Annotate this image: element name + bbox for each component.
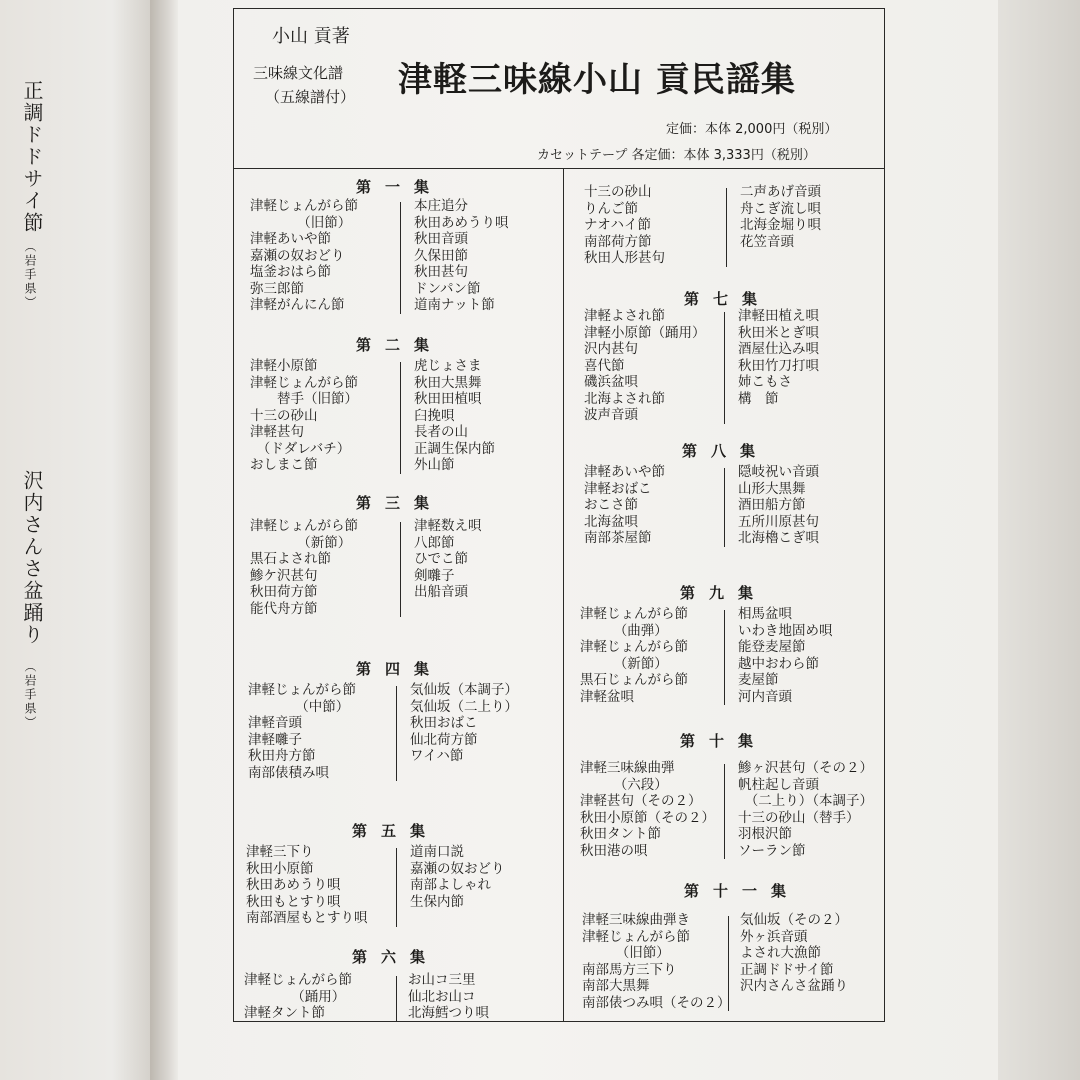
book-gutter: [150, 0, 180, 1080]
header-divider: [233, 168, 885, 169]
song-title: 十三の砂山: [250, 407, 318, 424]
song-title: 仙北荷方節: [410, 731, 478, 748]
song-title: おしまこ節: [250, 457, 318, 473]
volume-column-separator: [726, 188, 727, 267]
song-title: お山コ三里: [408, 972, 476, 988]
song-title: 津軽甚句（その２）: [580, 793, 702, 809]
song-column-right: [738, 760, 873, 859]
left-song-title-2: 沢内さんさ盆踊り: [20, 470, 44, 646]
song-title: 酒田船方節: [738, 497, 806, 513]
song-title: 十三の砂山: [584, 184, 652, 200]
song-column-left: [580, 606, 688, 705]
song-column-left: [246, 844, 368, 927]
song-title: 秋田荷方節: [250, 584, 318, 600]
song-column-right: [738, 606, 833, 705]
song-title: 臼挽唄: [414, 407, 455, 424]
volume-title: 第九集: [680, 584, 768, 602]
song-title: 津軽じょんがら節: [580, 639, 688, 655]
song-title: 津軽囃子: [248, 731, 302, 748]
song-column-left: [244, 972, 352, 1022]
song-column-right: [414, 358, 495, 474]
song-title: 気仙坂（二上り）: [410, 698, 518, 715]
book-price: 定価：本体 2,000円（税別）: [666, 122, 838, 137]
song-title: 秋田あめうり唄: [246, 877, 341, 893]
song-title: 五所川原甚句: [738, 513, 819, 530]
song-title: 秋田米とぎ唄: [738, 324, 819, 341]
song-title: 山形大黒舞: [738, 480, 806, 497]
song-title: ドンパン節: [414, 280, 481, 297]
song-column-right: [410, 844, 505, 910]
song-title: 秋田小原節: [246, 860, 314, 877]
song-column-left: [584, 464, 665, 547]
volume-title: 第十集: [680, 732, 768, 750]
song-title: 津軽小原節: [250, 358, 318, 374]
song-title: 沢内さんさ盆踊り: [740, 978, 848, 994]
song-title: 構 節: [738, 390, 779, 407]
song-column-right: [414, 198, 509, 314]
volume-column-separator: [400, 362, 401, 474]
volume-column-separator: [724, 764, 725, 859]
volume-column-separator: [396, 848, 397, 927]
volume-column-separator: [724, 468, 725, 547]
song-title: 秋田竹刀打唄: [738, 357, 819, 374]
song-title: 津軽田植え唄: [738, 308, 819, 324]
song-title: 南部俵積み唄: [248, 764, 329, 781]
song-title: 越中おわら節: [738, 655, 819, 672]
song-title: （曲弾）: [580, 622, 668, 639]
song-column-right: [738, 464, 819, 547]
song-title: ナオハイ節: [584, 217, 651, 233]
song-title: 秋田舟方節: [248, 748, 316, 764]
song-title: 仙北お山コ: [408, 988, 476, 1005]
song-title: （六段）: [580, 776, 668, 793]
song-title: 十三の砂山（替手）: [738, 809, 860, 826]
series-subtitle: （五線譜付）: [265, 88, 356, 106]
page-edge: [998, 0, 1080, 1080]
song-title: 姉こもさ: [738, 374, 792, 390]
song-title: 羽根沢節: [738, 826, 792, 842]
volume-title: 第八集: [682, 442, 770, 460]
song-title: 舟こぎ流し唄: [740, 200, 821, 217]
song-title: 津軽がんにん節: [250, 297, 345, 313]
song-title: 帆柱起し音頭: [738, 776, 819, 793]
volume-title: 第七集: [684, 290, 772, 308]
song-column-left: [580, 760, 715, 859]
song-title: 秋田タント節: [580, 826, 661, 842]
song-title: ひでこ節: [414, 551, 468, 567]
song-title: 北海よされ節: [584, 390, 665, 407]
song-title: 相馬盆唄: [738, 606, 792, 622]
song-column-right: [414, 518, 482, 601]
song-title: 津軽じょんがら節: [250, 518, 358, 534]
book-title: 津軽三味線小山 貢民謡集: [398, 60, 796, 100]
song-title: 秋田音頭: [414, 231, 468, 247]
volume-column-separator: [400, 202, 401, 314]
song-title: 北海櫓こぎ唄: [738, 530, 819, 546]
song-title: 本庄追分: [414, 198, 468, 214]
song-title: 弥三郎節: [250, 280, 304, 297]
song-title: 南部茶屋節: [584, 530, 652, 546]
song-column-left: [582, 912, 731, 1011]
volume-column-separator: [724, 610, 725, 705]
song-title: 麦屋節: [738, 672, 779, 688]
song-title: 正調生保内節: [414, 440, 495, 457]
song-title: 秋田もとすり唄: [246, 893, 341, 910]
song-title: 津軽よされ節: [584, 308, 665, 324]
song-title: 津軽盆唄: [580, 688, 634, 705]
song-title: 外ヶ浜音頭: [740, 928, 808, 945]
left-song-region-2: （岩手県）: [23, 660, 37, 730]
song-title: いわき地固め唄: [738, 622, 833, 639]
song-title: 道南ナット節: [414, 297, 495, 313]
song-title: 秋田港の唄: [580, 842, 648, 859]
song-title: 久保田節: [414, 247, 468, 264]
song-title: 道南口説: [410, 844, 464, 860]
song-title: 津軽じょんがら節: [248, 682, 356, 698]
song-title: 北海金堀り唄: [740, 217, 821, 233]
song-title: 津軽あいや節: [584, 464, 665, 480]
song-title: 津軽じょんがら節: [582, 928, 690, 945]
song-title: 秋田小原節（その２）: [580, 809, 715, 826]
series-name: 三味線文化譜: [253, 64, 344, 82]
song-title: 花笠音頭: [740, 233, 794, 250]
song-column-right: [410, 682, 518, 765]
song-title: 南部よしゃれ: [410, 877, 491, 893]
song-column-left: [250, 518, 358, 617]
song-title: 津軽じょんがら節: [580, 606, 688, 622]
volume-title: 第四集: [356, 660, 444, 678]
song-title: 能登麦屋節: [738, 639, 806, 655]
song-title: 秋田人形甚句: [584, 250, 665, 266]
song-title: 津軽三味線曲弾: [580, 760, 675, 776]
song-title: 秋田田植唄: [414, 391, 482, 407]
song-title: 鯵ケ沢甚句: [250, 567, 318, 584]
volume-title: 第十一集: [684, 882, 801, 900]
volume-column-separator: [724, 312, 725, 424]
song-title: 酒屋仕込み唄: [738, 341, 819, 357]
song-title: 塩釜おはら節: [250, 264, 331, 280]
song-title: 秋田おばこ: [410, 715, 478, 731]
song-title: 津軽じょんがら節: [244, 972, 352, 988]
song-title: 津軽じょんがら節: [250, 198, 358, 214]
song-title: 波声音頭: [584, 407, 638, 423]
song-title: 河内音頭: [738, 688, 792, 705]
author: 小山 貢著: [272, 26, 350, 47]
song-title: 南部馬方三下り: [582, 961, 677, 978]
volume-column-separator: [396, 976, 397, 1022]
song-title: 南部大黒舞: [582, 978, 650, 994]
song-column-right: [408, 972, 489, 1022]
song-title: 替手（旧節）: [250, 391, 358, 407]
volume-title: 第一集: [356, 178, 444, 196]
song-title: りんご節: [584, 200, 638, 217]
song-title: 外山節: [414, 457, 455, 473]
song-title: よされ大漁節: [740, 945, 821, 961]
song-column-left: [248, 682, 356, 781]
song-title: 北海鱈つり唄: [408, 1005, 489, 1021]
left-song-title-1: 正調ドドサイ節: [20, 80, 44, 234]
song-title: 長者の山: [414, 424, 468, 440]
song-title: 隠岐祝い音頭: [738, 464, 819, 480]
song-column-left: [584, 308, 706, 424]
song-title: 二声あげ音頭: [740, 184, 821, 200]
song-title: 正調ドドサイ節: [740, 961, 834, 978]
song-title: 剣囃子: [414, 567, 455, 584]
left-song-region-1: （岩手県）: [23, 240, 37, 310]
song-title: ワイハ節: [410, 748, 464, 764]
song-column-left: [250, 198, 358, 314]
song-title: （旧節）: [582, 945, 670, 961]
volume-title: 第六集: [352, 948, 440, 966]
song-column-left: [250, 358, 358, 474]
song-title: 能代舟方節: [250, 600, 318, 617]
song-title: 津軽音頭: [248, 715, 302, 731]
song-title: 喜代節: [584, 357, 625, 374]
song-title: 津軽甚句: [250, 424, 304, 440]
song-title: 津軽タント節: [244, 1005, 325, 1021]
song-title: 津軽おばこ: [584, 480, 652, 497]
song-title: 南部酒屋もとすり唄: [246, 910, 368, 926]
volume-title: 第二集: [356, 336, 444, 354]
volume-title: 第五集: [352, 822, 440, 840]
song-title: 黒石じょんがら節: [580, 672, 688, 688]
column-divider: [563, 168, 564, 1022]
song-title: 秋田甚句: [414, 264, 468, 280]
song-title: 虎じょさま: [414, 358, 482, 374]
song-title: 出船音頭: [414, 584, 468, 600]
song-title: 津軽三下り: [246, 844, 314, 860]
song-column-left: [584, 184, 665, 267]
song-title: 津軽あいや節: [250, 231, 331, 247]
volume-column-separator: [400, 522, 401, 617]
song-title: （旧節）: [250, 214, 352, 231]
song-title: おこさ節: [584, 497, 638, 513]
song-title: 秋田大黒舞: [414, 374, 482, 391]
song-column-right: [740, 912, 848, 995]
song-title: 津軽数え唄: [414, 518, 482, 534]
song-column-right: [738, 308, 819, 407]
song-title: 生保内節: [410, 893, 464, 910]
song-title: 八郎節: [414, 534, 455, 551]
volume-column-separator: [396, 686, 397, 781]
song-title: （ドダレバチ）: [250, 440, 351, 457]
song-title: 津軽小原節（踊用）: [584, 324, 706, 341]
song-column-right: [740, 184, 821, 250]
song-title: 沢内甚句: [584, 341, 638, 357]
song-title: 嘉瀬の奴おどり: [410, 860, 505, 877]
song-title: 津軽三味線曲弾き: [582, 912, 690, 928]
song-title: 津軽じょんがら節: [250, 374, 358, 391]
song-title: （新節）: [250, 534, 352, 551]
volume-title: 第三集: [356, 494, 444, 512]
song-title: 北海盆唄: [584, 513, 638, 530]
song-title: 秋田あめうり唄: [414, 214, 509, 231]
song-title: 黒石よされ節: [250, 551, 331, 567]
cassette-price: カセットテープ 各定価：本体 3,333円（税別）: [537, 148, 816, 163]
song-title: （踊用）: [244, 988, 346, 1005]
song-title: 気仙坂（その２）: [740, 912, 848, 928]
song-title: （二上り）（本調子）: [738, 793, 873, 809]
volume-column-separator: [728, 916, 729, 1011]
song-title: ソーラン節: [738, 842, 806, 859]
song-title: 磯浜盆唄: [584, 374, 638, 390]
song-title: 気仙坂（本調子）: [410, 682, 518, 698]
song-title: 南部俵つみ唄（その２）: [582, 994, 731, 1011]
song-title: 嘉瀬の奴おどり: [250, 247, 345, 264]
song-title: （中節）: [248, 698, 350, 715]
song-title: （新節）: [580, 655, 668, 672]
song-title: 南部荷方節: [584, 233, 652, 250]
song-title: 鯵ヶ沢甚句（その２）: [738, 760, 873, 776]
